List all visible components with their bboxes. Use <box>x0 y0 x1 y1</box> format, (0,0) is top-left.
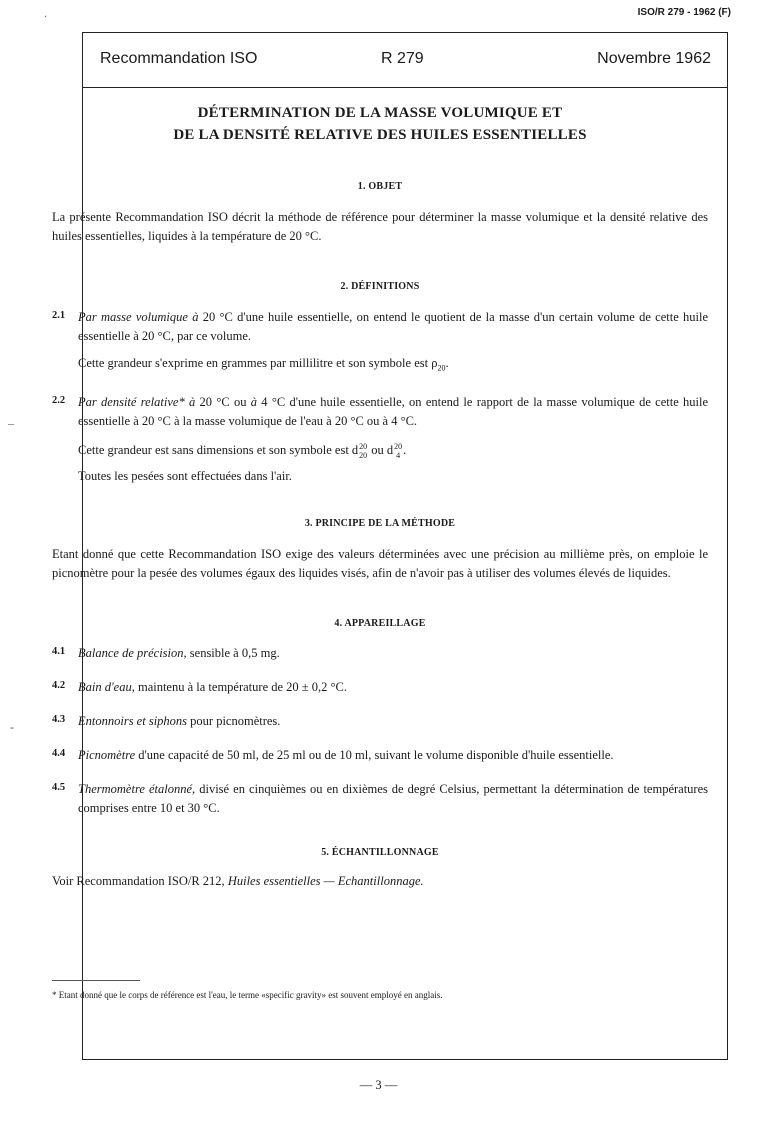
item-text: Balance de précision, sensible à 0,5 mg. <box>78 645 280 660</box>
item-number: 4.5 <box>52 781 66 793</box>
section-heading: 2. DÉFINITIONS <box>340 281 420 292</box>
document-body <box>52 102 708 891</box>
header-right: Novembre 1962 <box>597 50 711 67</box>
item-text: Par densité relative* à 20 °C ou à 4 °C d'une huile essentielle, on entend le rapport de la masse volumique de cette huile essentielle à 20 °C à la masse volumique de l'eau à 20 °C ou à 4 °C. <box>78 394 709 428</box>
footnote: * Etant donné que le corps de référence est l'eau, le terme «specific gravity» est souvent employé en anglais. <box>52 990 443 1000</box>
header-left: Recommandation ISO <box>100 50 258 67</box>
item-number: 2.2 <box>52 394 66 406</box>
item-text: Cette grandeur s'exprime en grammes par millilitre et son symbole est $\rho_{20}$. <box>78 356 449 373</box>
scan-mark: . <box>44 6 47 20</box>
section-text: Etant donné que cette Recommandation ISO exige des valeurs déterminées avec une précision au millième près, on emploie le picnomètre pour la pesée des volumes égaux des liquides visés, afin de n'avoir pas à utiliser des volumes élevés de liquides. <box>52 546 708 580</box>
section-heading: 3. PRINCIPE DE LA MÉTHODE <box>304 517 456 529</box>
item-text: Cette grandeur est sans dimensions et son symbole est d20 20 ou d20 4 . <box>78 441 407 460</box>
apparatus-item <box>52 678 708 697</box>
density-index: 20 20 <box>359 441 368 460</box>
rho-symbol: ρ <box>431 356 438 370</box>
footnote-rule <box>52 980 140 981</box>
scan-mark: – <box>8 416 14 430</box>
page-number: — 3 — <box>359 1078 398 1092</box>
header-center: R 279 <box>381 50 424 67</box>
item-text: Entonnoirs et siphons pour picnomètres. <box>78 713 281 728</box>
item-number: 4.4 <box>52 747 66 759</box>
apparatus-item <box>52 644 708 663</box>
section-heading: 1. OBJET <box>357 181 403 192</box>
item-text: Picnomètre d'une capacité de 50 ml, de 25 ml ou de 10 ml, suivant le volume disponible d'huile essentielle. <box>78 747 614 762</box>
item-number: 4.3 <box>52 713 66 725</box>
item-number: 2.1 <box>52 310 66 321</box>
definition-item <box>52 308 708 378</box>
document-reference: ISO/R 279 - 1962 (F) <box>637 7 731 18</box>
item-number: 4.1 <box>52 645 66 657</box>
item-text: Toutes les pesées sont effectuées dans l'air. <box>78 468 292 483</box>
section-text: Voir Recommandation ISO/R 212, Huiles essentielles — Echantillonnage. <box>52 873 424 888</box>
document-title: DÉTERMINATION DE LA MASSE VOLUMIQUE ET DE LA DENSITÉ RELATIVE DES HUILES ESSENTIELLES <box>173 105 587 143</box>
item-number: 4.2 <box>52 679 66 691</box>
item-text: Bain d'eau, maintenu à la température de 20 ± 0,2 °C. <box>78 679 347 694</box>
page-header <box>83 33 727 88</box>
apparatus-item <box>52 712 708 731</box>
item-text: Thermomètre étalonné, divisé en cinquièmes ou en dixièmes de degré Celsius, permettant la détermination de températures comprises entre 10 et 30 °C. <box>78 781 709 815</box>
apparatus-item <box>52 746 708 765</box>
scan-mark: - <box>10 720 14 734</box>
item-text: Par masse volumique à 20 °C d'une huile essentielle, on entend le quotient de la masse d'un certain volume de cette huile essentielle à 20 °C, par ce volume. <box>78 310 709 343</box>
definition-item <box>52 393 708 486</box>
density-index: 20 4 <box>394 441 403 460</box>
section-text: La présente Recommandation ISO décrit la méthode de référence pour déterminer la masse volumique et la densité relative des huiles essentielles, liquides à la température de 20 °C. <box>52 210 708 243</box>
apparatus-item <box>52 780 708 818</box>
section-heading: 4. APPAREILLAGE <box>334 617 426 629</box>
section-heading: 5. ÉCHANTILLONNAGE <box>321 846 439 858</box>
